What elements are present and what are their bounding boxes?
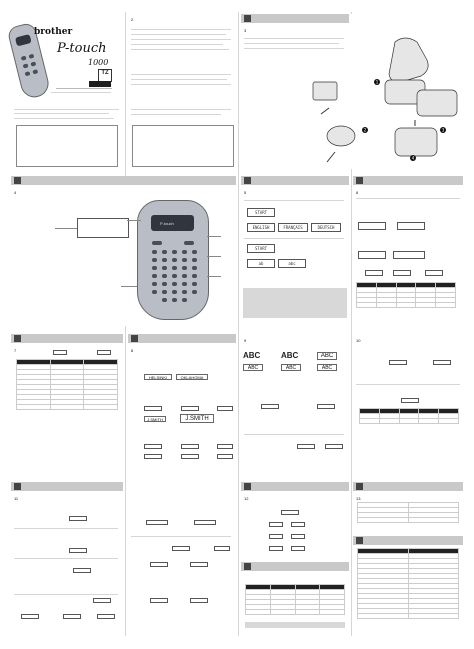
lcd-entry <box>269 534 283 539</box>
panel-errors <box>241 482 349 634</box>
text-line <box>14 113 109 114</box>
note-box <box>243 288 347 318</box>
section-header <box>11 482 123 491</box>
section-header <box>128 334 236 343</box>
section-header <box>241 176 349 185</box>
panel-number: 9 <box>244 338 247 343</box>
troubleshoot-table <box>357 548 459 619</box>
lcd-entry <box>358 222 386 230</box>
panel-tape-install <box>241 14 463 169</box>
section-header <box>241 562 349 571</box>
lcd-entry <box>146 520 168 525</box>
panel-text-entry <box>353 176 463 326</box>
lcd-entry <box>69 516 87 521</box>
text-line <box>51 92 111 93</box>
lcd-entry <box>358 251 386 259</box>
style-sample-round: ABC <box>317 364 337 371</box>
text-line <box>14 558 118 559</box>
device-front-illustration <box>137 200 209 320</box>
callout-line <box>207 276 221 277</box>
callout-line <box>207 256 221 257</box>
section-header <box>353 176 463 185</box>
panel-print <box>11 482 123 634</box>
lcd-entry <box>389 360 407 365</box>
panel-number: 13 <box>356 496 361 501</box>
label-smith-small: J.SMITH <box>144 416 166 422</box>
title-bar <box>89 81 111 87</box>
text-line <box>131 536 231 537</box>
lcd-entry <box>291 534 305 539</box>
panel-intro <box>128 14 236 169</box>
panel-tape-settings <box>353 334 463 474</box>
callout-line <box>55 228 77 229</box>
lcd-entry <box>317 404 335 409</box>
lcd-entry <box>425 270 443 276</box>
text-line <box>131 79 227 80</box>
style-sample-underline: ABC <box>243 364 263 371</box>
panel-memory <box>128 482 236 634</box>
lcd-entry <box>181 406 199 411</box>
fold-line <box>238 12 239 636</box>
text-line <box>14 109 119 110</box>
lcd-entry <box>97 350 111 355</box>
lcd-entry <box>325 444 343 449</box>
text-line <box>244 200 344 201</box>
lcd-deutsch: DEUTSCH <box>311 223 341 232</box>
lcd-entry <box>217 444 233 449</box>
lcd-abc: abc <box>278 259 306 268</box>
lcd-entry <box>401 398 419 403</box>
section-header <box>11 334 123 343</box>
error-table <box>245 584 345 615</box>
section-header <box>353 482 463 491</box>
callout-line <box>127 220 141 221</box>
lcd-entry <box>181 444 199 449</box>
lcd-entry <box>190 562 208 567</box>
text-line <box>244 434 344 435</box>
text-line <box>131 49 229 50</box>
lcd-entry <box>63 614 81 619</box>
text-line <box>131 39 231 40</box>
panel-number: 7 <box>14 348 17 353</box>
label-oklahoma: OKLAHOMA <box>176 374 208 380</box>
callout-line <box>121 286 137 287</box>
section-header <box>241 14 349 23</box>
lcd-entry <box>297 444 315 449</box>
tape-cassette-diagram <box>305 32 463 177</box>
text-line <box>356 384 460 385</box>
lcd-entry <box>397 222 425 230</box>
lcd-entry <box>291 522 305 527</box>
section-header <box>11 176 236 185</box>
spec-table <box>357 502 459 523</box>
lcd-entry <box>214 546 230 551</box>
lcd-entry <box>144 444 162 449</box>
panel-number: 10 <box>356 338 361 343</box>
panel-font-styles <box>241 334 349 474</box>
text-line <box>131 74 231 75</box>
lcd-francais: FRANÇAIS <box>278 223 308 232</box>
tz-badge-text: TZ <box>101 70 109 76</box>
lcd-entry <box>181 454 199 459</box>
lcd-entry <box>150 562 168 567</box>
lcd-entry <box>190 598 208 603</box>
lcd-entry <box>269 546 283 551</box>
panel-symbols <box>11 334 123 474</box>
lcd-entry <box>53 350 67 355</box>
lcd-entry <box>261 404 279 409</box>
panel-specifications <box>353 482 463 634</box>
symbol-table <box>16 359 118 410</box>
lcd-entry <box>73 568 91 573</box>
text-line <box>131 29 231 30</box>
step-badge-1: 1 <box>375 79 379 85</box>
lcd-entry <box>69 548 87 553</box>
brand-logo: brother <box>34 27 73 37</box>
manual-sheet <box>11 12 463 636</box>
text-line <box>131 34 226 35</box>
lcd-callout <box>77 218 129 238</box>
text-line <box>131 114 221 115</box>
panel-label-examples <box>128 334 236 474</box>
section-header <box>241 482 349 491</box>
panel-number: 3 <box>244 28 247 33</box>
lcd-start: START <box>247 208 275 217</box>
lcd-entry <box>281 510 299 515</box>
panel-keyboard <box>11 176 236 326</box>
rule <box>56 88 112 89</box>
text-line <box>131 109 231 110</box>
lcd-start-2: START <box>247 244 275 253</box>
lcd-english: ENGLISH <box>247 223 275 232</box>
style-sample-box: ABC <box>281 364 301 371</box>
accent-table <box>356 282 456 308</box>
model-number: 1000 <box>88 58 109 67</box>
lcd-entry <box>93 598 111 603</box>
panel-number: 12 <box>244 496 249 501</box>
notice-box <box>16 125 118 167</box>
label-smith-big: J.SMITH <box>180 414 214 423</box>
panel-number: 5 <box>244 190 247 195</box>
text-line <box>131 44 223 45</box>
style-sample-frame: ABC <box>317 352 337 360</box>
lcd-entry <box>194 520 216 525</box>
lcd-entry <box>217 406 233 411</box>
lcd-entry <box>21 614 39 619</box>
panel-number: 4 <box>14 190 17 195</box>
lcd-entry <box>393 251 425 259</box>
panel-number: 8 <box>131 348 134 353</box>
lcd-entry <box>144 454 162 459</box>
note-bar <box>245 622 345 628</box>
length-table <box>359 408 459 424</box>
cover-panel <box>11 14 123 169</box>
lcd-entry <box>393 270 411 276</box>
notice-box <box>132 125 234 167</box>
step-badge-3: 3 <box>441 127 445 133</box>
lcd-entry <box>97 614 115 619</box>
step-badge-4: 4 <box>411 155 415 161</box>
text-line <box>356 198 460 199</box>
lcd-ab: ab <box>247 259 275 268</box>
lcd-entry <box>433 360 451 365</box>
panel-number: 2 <box>131 17 134 22</box>
screen-brand-text: P-touch <box>160 221 174 226</box>
step-badge-2: 2 <box>363 127 367 133</box>
panel-number: 11 <box>14 496 19 501</box>
label-helsinki: HELSINKI <box>144 374 172 380</box>
product-logo: P-touch <box>57 41 107 56</box>
lcd-entry <box>269 522 283 527</box>
lcd-entry <box>144 406 162 411</box>
section-header <box>353 536 463 545</box>
text-line <box>131 84 231 85</box>
style-sample-outline: ABC <box>281 351 299 360</box>
text-line <box>14 118 114 119</box>
style-sample-bold: ABC <box>243 351 261 360</box>
lcd-entry <box>150 598 168 603</box>
lcd-entry <box>365 270 383 276</box>
panel-setup <box>241 176 349 326</box>
text-line <box>14 594 118 595</box>
lcd-entry <box>217 454 233 459</box>
callout-line <box>207 236 221 237</box>
text-line <box>244 238 344 239</box>
panel-number: 6 <box>356 190 359 195</box>
text-line <box>14 528 118 529</box>
lcd-entry <box>291 546 305 551</box>
lcd-entry <box>172 546 190 551</box>
